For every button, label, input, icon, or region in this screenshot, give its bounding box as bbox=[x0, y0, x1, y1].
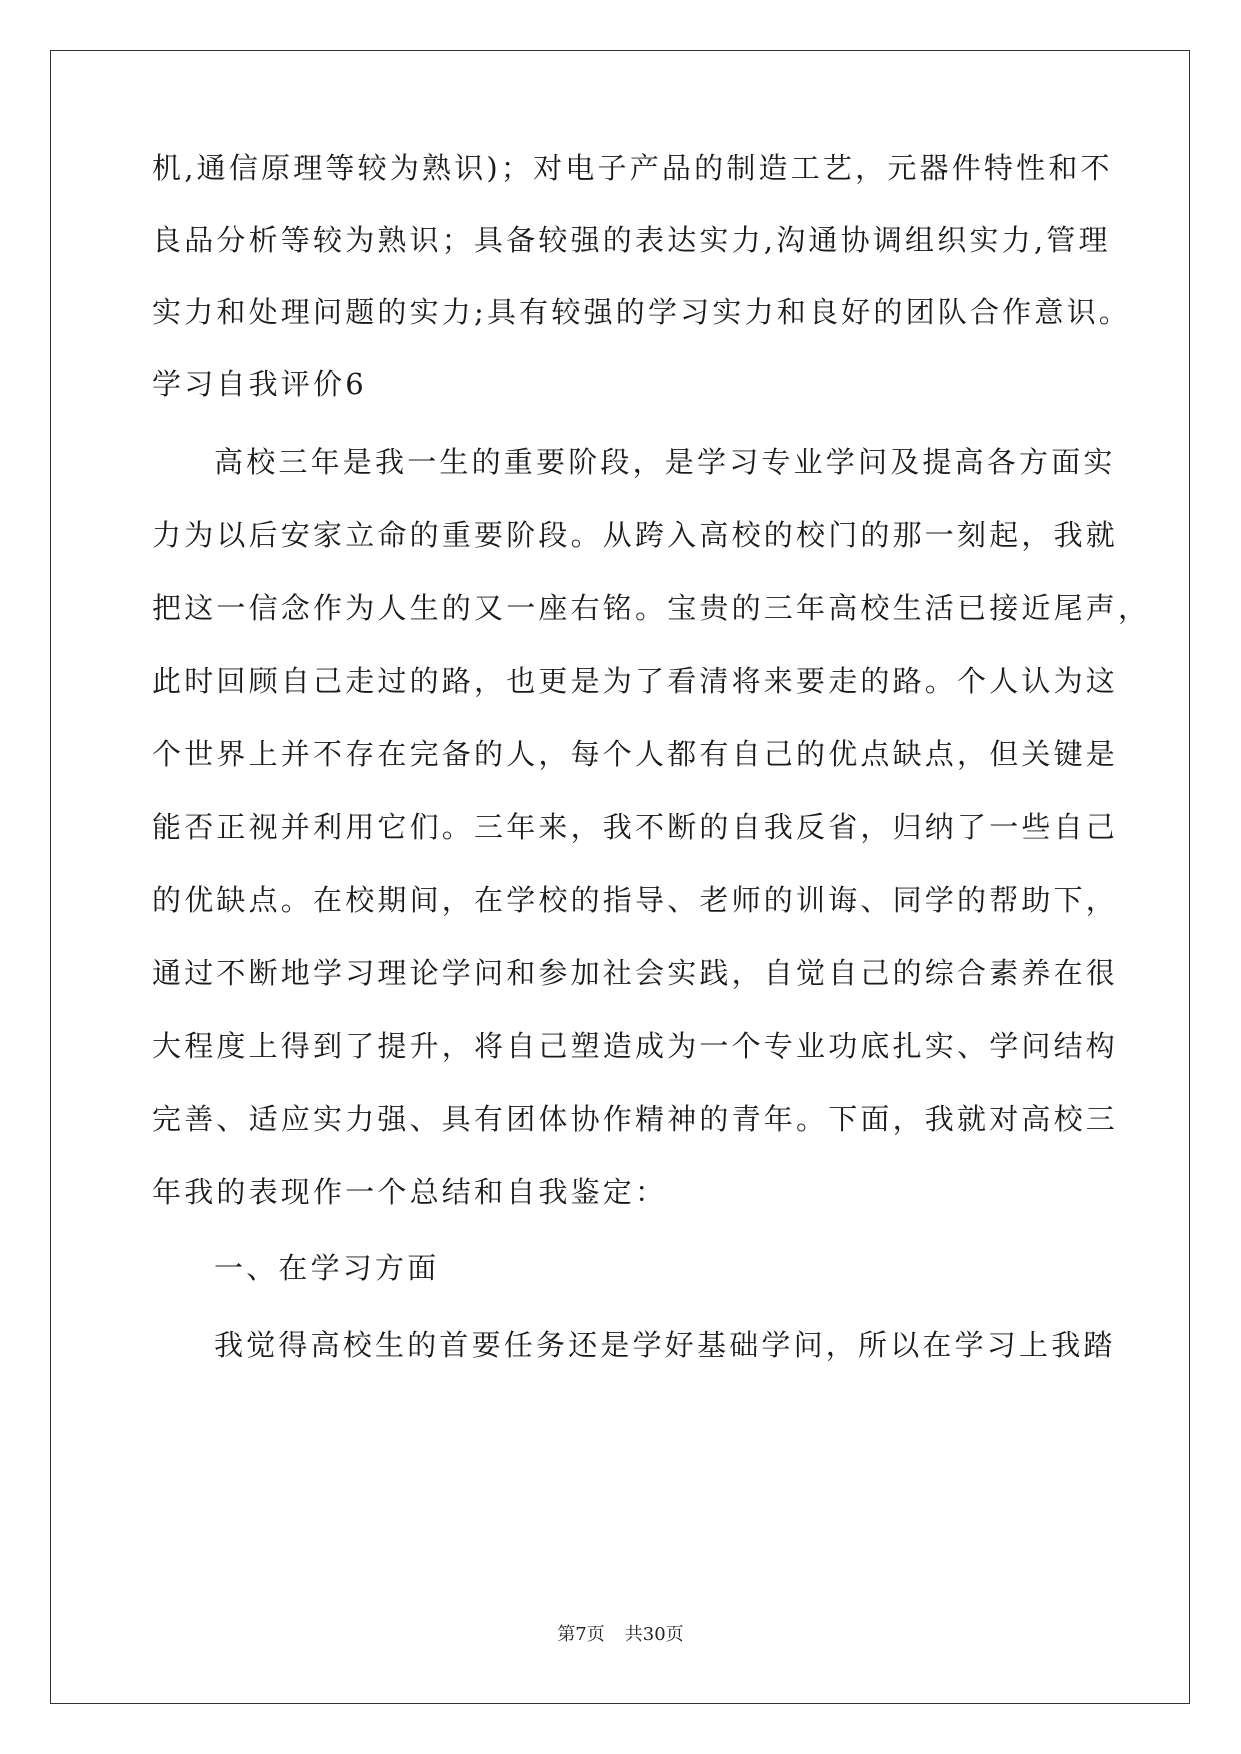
text-line: 机,通信原理等较为熟识)；对电子产品的制造工艺，元器件特性和不 bbox=[152, 151, 1113, 185]
text-line: 此时回顾自己走过的路，也更是为了看清将来要走的路。个人认为这 bbox=[152, 664, 1119, 698]
text-line: 完善、适应实力强、具有团体协作精神的青年。下面，我就对高校三 bbox=[152, 1102, 1119, 1136]
text-line: 实力和处理问题的实力;具有较强的学习实力和良好的团队合作意识。 bbox=[152, 295, 1131, 329]
text-line: 把这一信念作为人生的又一座右铭。宝贵的三年高校生活已接近尾声， bbox=[152, 591, 1151, 625]
page-number: 第7页 bbox=[557, 1624, 605, 1645]
subsection-heading: 一、在学习方面 bbox=[214, 1251, 440, 1285]
section-heading: 学习自我评价6 bbox=[152, 367, 367, 401]
paragraph-start: 高校三年是我一生的重要阶段，是学习专业学问及提高各方面实 bbox=[214, 445, 1116, 479]
text-line: 力为以后安家立命的重要阶段。从跨入高校的校门的那一刻起，我就 bbox=[152, 518, 1119, 552]
text-line: 通过不断地学习理论学问和参加社会实践，自觉自己的综合素养在很 bbox=[152, 956, 1119, 990]
page-total: 共30页 bbox=[624, 1624, 684, 1645]
text-line: 的优缺点。在校期间，在学校的指导、老师的训诲、同学的帮助下， bbox=[152, 883, 1119, 917]
text-line: 年我的表现作一个总结和自我鉴定： bbox=[152, 1175, 668, 1209]
page-footer bbox=[0, 1624, 1241, 1646]
paragraph-start: 我觉得高校生的首要任务还是学好基础学问，所以在学习上我踏 bbox=[214, 1328, 1116, 1362]
text-line: 良品分析等较为熟识；具备较强的表达实力,沟通协调组织实力,管理 bbox=[152, 223, 1111, 257]
text-line: 大程度上得到了提升，将自己塑造成为一个专业功底扎实、学问结构 bbox=[152, 1029, 1119, 1063]
text-line: 能否正视并利用它们。三年来，我不断的自我反省，归纳了一些自己 bbox=[152, 810, 1119, 844]
text-line: 个世界上并不存在完备的人，每个人都有自己的优点缺点，但关键是 bbox=[152, 737, 1119, 771]
